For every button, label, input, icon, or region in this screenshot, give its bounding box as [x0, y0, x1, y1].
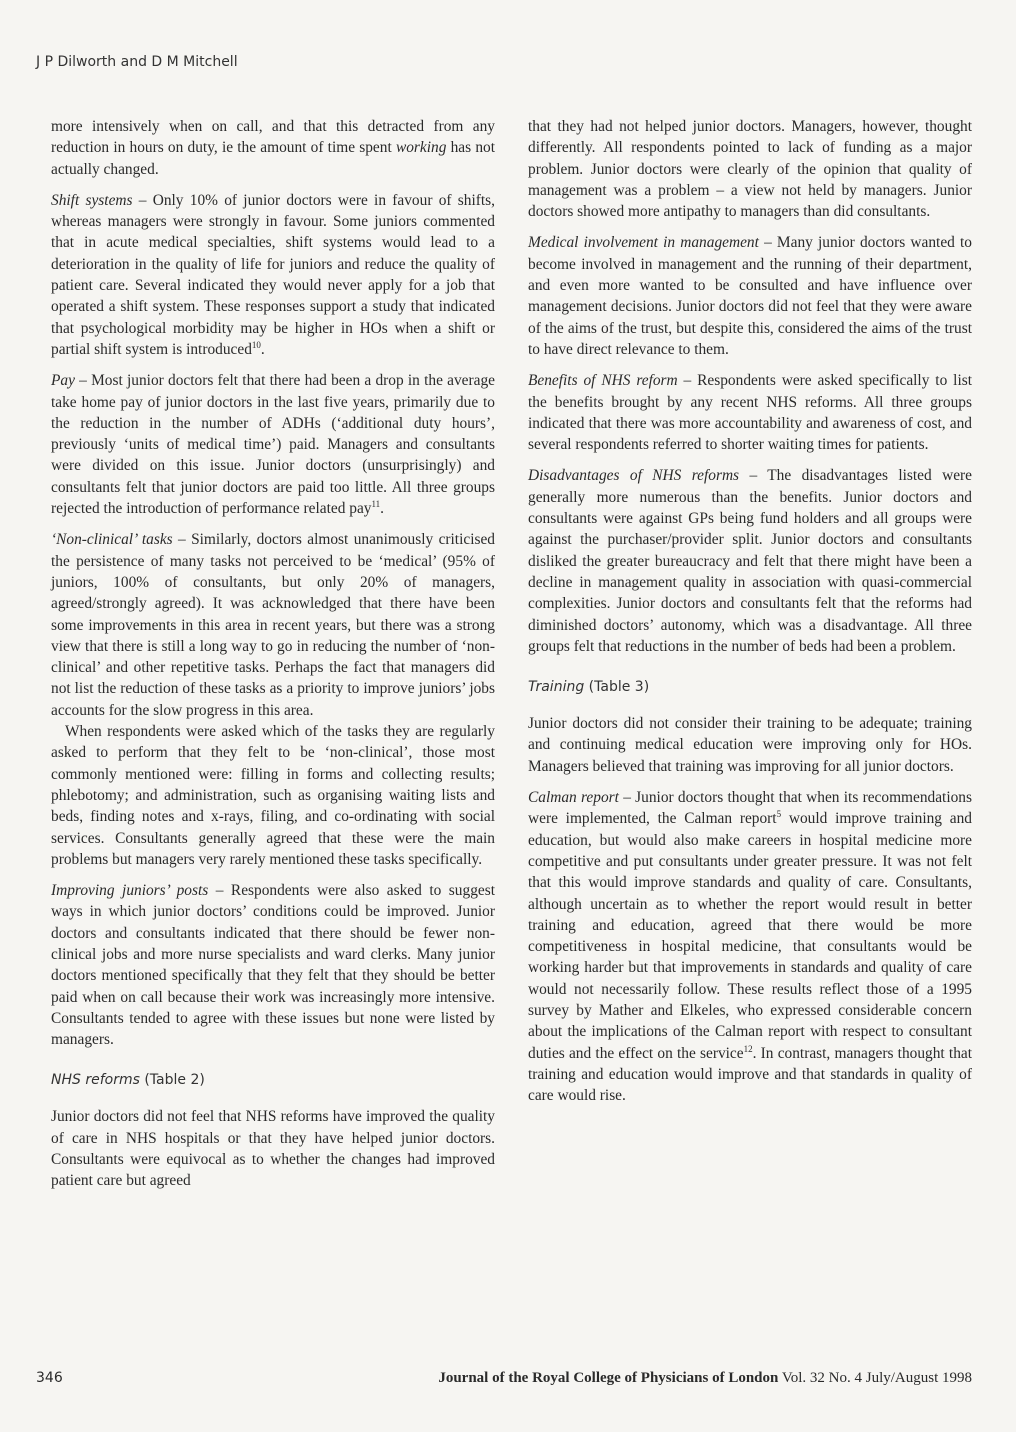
- section-heading-nhs-reforms: NHS reforms (Table 2): [51, 1072, 205, 1089]
- paragraph-lead: Improving juniors’ posts: [51, 882, 209, 900]
- paragraph-disadvantages: Disadvantages of NHS reforms – The disadvantages listed were generally more numerous than the benefits. Junior doctors and consultants were against GPs being fund holders and all groups were against the purchaser/provider split. Junior doctors and consultants disliked the greater bureaucracy and felt that there might have been a decline in management quality in association with quasi-commercial complexities. Junior doctors and consultants felt that the reforms had diminished doctors’ autonomy, which was a disadvantage. All three groups felt that reductions in the number of beds had been a problem.: [528, 467, 972, 655]
- paragraph-lead: Shift systems: [51, 191, 133, 209]
- reference: 11: [371, 498, 381, 509]
- paragraph-shift-systems: Shift systems – Only 10% of junior doctors were in favour of shifts, whereas managers were strongly in favour. Some juniors commented that in acute medical specialties, shift systems would lead to a deterioration in the quality of life for juniors and reduce the quality of patient care. Several indicated they would never apply for a job that operated a shift system. These responses support a study that indicated that psychological morbidity may be higher in HOs when a shift or partial shift system is introduced$^{10}$.: [51, 191, 495, 358]
- paragraph-pay: Pay – Most junior doctors felt that there had been a drop in the average take home pay of junior doctors in the last five years, primarily due to the reduction in the number of ADHs (‘additional duty hours’, previously ‘units of medical time’) paid. Managers and consultants were divided on this issue. Junior doctors (unsurprisingly) and consultants felt that junior doctors are paid too little. All three groups rejected the introduction of performance related pay$^{11}$.: [51, 372, 495, 518]
- paragraph: Junior doctors did not consider their training to be adequate; training and continuing medical education were improving only for HOs. Managers believed that training was improving for all junior doctors.: [528, 715, 972, 775]
- reference: 5: [776, 809, 782, 820]
- paragraph-non-clinical: ‘Non-clinical’ tasks – Similarly, doctors almost unanimously criticised the persistence of many tasks not perceived to be ‘medical’ (95% of juniors, 100% of consultants, but only 20% of managers, agreed/strongly agreed). It was acknowledged that there have been some improvements in this area in recent years, but there was a strong view that there is still a long way to go in reducing the number of ‘non-clinical’ and other repetitive tasks. Perhaps the fact that managers did not list the reduction of these tasks as a priority to improve juniors’ jobs accounts for the slow progress in this area.: [51, 531, 495, 719]
- paragraph: that they had not helped junior doctors. Managers, however, thought differently. All respondents pointed to lack of funding as a major problem. Junior doctors were clearly of the opinion that quality of management was a problem – a view not held by managers. Junior doctors showed more antipathy to managers than did consultants.: [528, 118, 972, 221]
- reference: 10: [251, 339, 261, 350]
- paragraph-medical-involvement: Medical involvement in management – Many junior doctors wanted to become involved in management and the running of their department, and even more wanted to be consulted and have influence over management decisions. Junior doctors did not feel that they were aware of the aims of the trust, but despite this, considered the aims of the trust to have direct relevance to them.: [528, 234, 972, 358]
- page-number: 346: [36, 1370, 63, 1386]
- paragraph-lead: Medical involvement in management: [528, 234, 759, 252]
- paragraph: Junior doctors did not feel that NHS reforms have improved the quality of care in NHS hospitals or that they have helped junior doctors. Consultants were equivocal as to whether the changes had improved patient care but agreed: [51, 1108, 495, 1190]
- paragraph-lead: Pay: [51, 372, 75, 390]
- paragraph: more intensively when on call, and that this detracted from any reduction in hours on duty, ie the amount of time spent working has not actually changed.: [51, 118, 495, 178]
- section-heading-training: Training (Table 3): [528, 679, 650, 696]
- reference: 12: [743, 1043, 753, 1054]
- journal-citation: Journal of the Royal College of Physicians of London Vol. 32 No. 4 July/August 1998: [438, 1370, 972, 1386]
- paragraph-benefits: Benefits of NHS reform – Respondents were asked specifically to list the benefits brought by any recent NHS reforms. All three groups indicated that there was more accountability and awareness of cost, and several respondents referred to shorter waiting times for patients.: [528, 372, 972, 454]
- right-column: [528, 116, 972, 1116]
- left-column: [51, 116, 495, 1202]
- paragraph-lead: Disadvantages of NHS reforms: [528, 467, 740, 485]
- paragraph-lead: ‘Non-clinical’ tasks: [51, 531, 173, 549]
- paragraph-lead: Benefits of NHS reform: [528, 372, 678, 390]
- paragraph-lead: Calman report: [528, 789, 619, 807]
- page-footer: [36, 1370, 972, 1390]
- paragraph: When respondents were asked which of the tasks they are regularly asked to perform that they felt to be ‘non-clinical’, those most commonly mentioned were: filling in forms and collecting results; phlebotomy; and administration, such as organising waiting lists and beds, finding notes and x-rays, filing, and co-ordinating with social services. Consultants generally agreed that these were the main problems but managers very rarely mentioned these tasks specifically.: [51, 723, 495, 868]
- paragraph-improving-posts: Improving juniors’ posts – Respondents were also asked to suggest ways in which junior doctors’ conditions could be improved. Junior doctors and consultants indicated that there should be fewer non-clinical jobs and more nurse specialists and ward clerks. Many junior doctors mentioned specifically that they felt that they should be better paid when on call because their work was increasingly more intensive. Consultants tended to agree with these issues but none were listed by managers.: [51, 882, 495, 1049]
- paragraph-calman-report: Calman report – Junior doctors thought that when its recommendations were implemented, the Calman report$^5$ would improve training and education, but would also make careers in hospital medicine more competitive and put consultants under greater pressure. It was not felt that this would improve standards and quality of care. Consultants, although uncertain as to whether the report would result in better training and education, agreed that there would be more competitiveness in hospital medicine, that consultants would be working harder but that improvements in standards and quality of care would not necessarily follow. These results reflect those of a 1995 survey by Mather and Elkeles, who expressed considerable concern about the implications of the Calman report with respect to consultant duties and the effect on the service$^{12}$. In contrast, managers thought that training and education would improve and that standards in quality of care would rise.: [528, 789, 972, 1105]
- running-head: J P Dilworth and D M Mitchell: [36, 54, 238, 70]
